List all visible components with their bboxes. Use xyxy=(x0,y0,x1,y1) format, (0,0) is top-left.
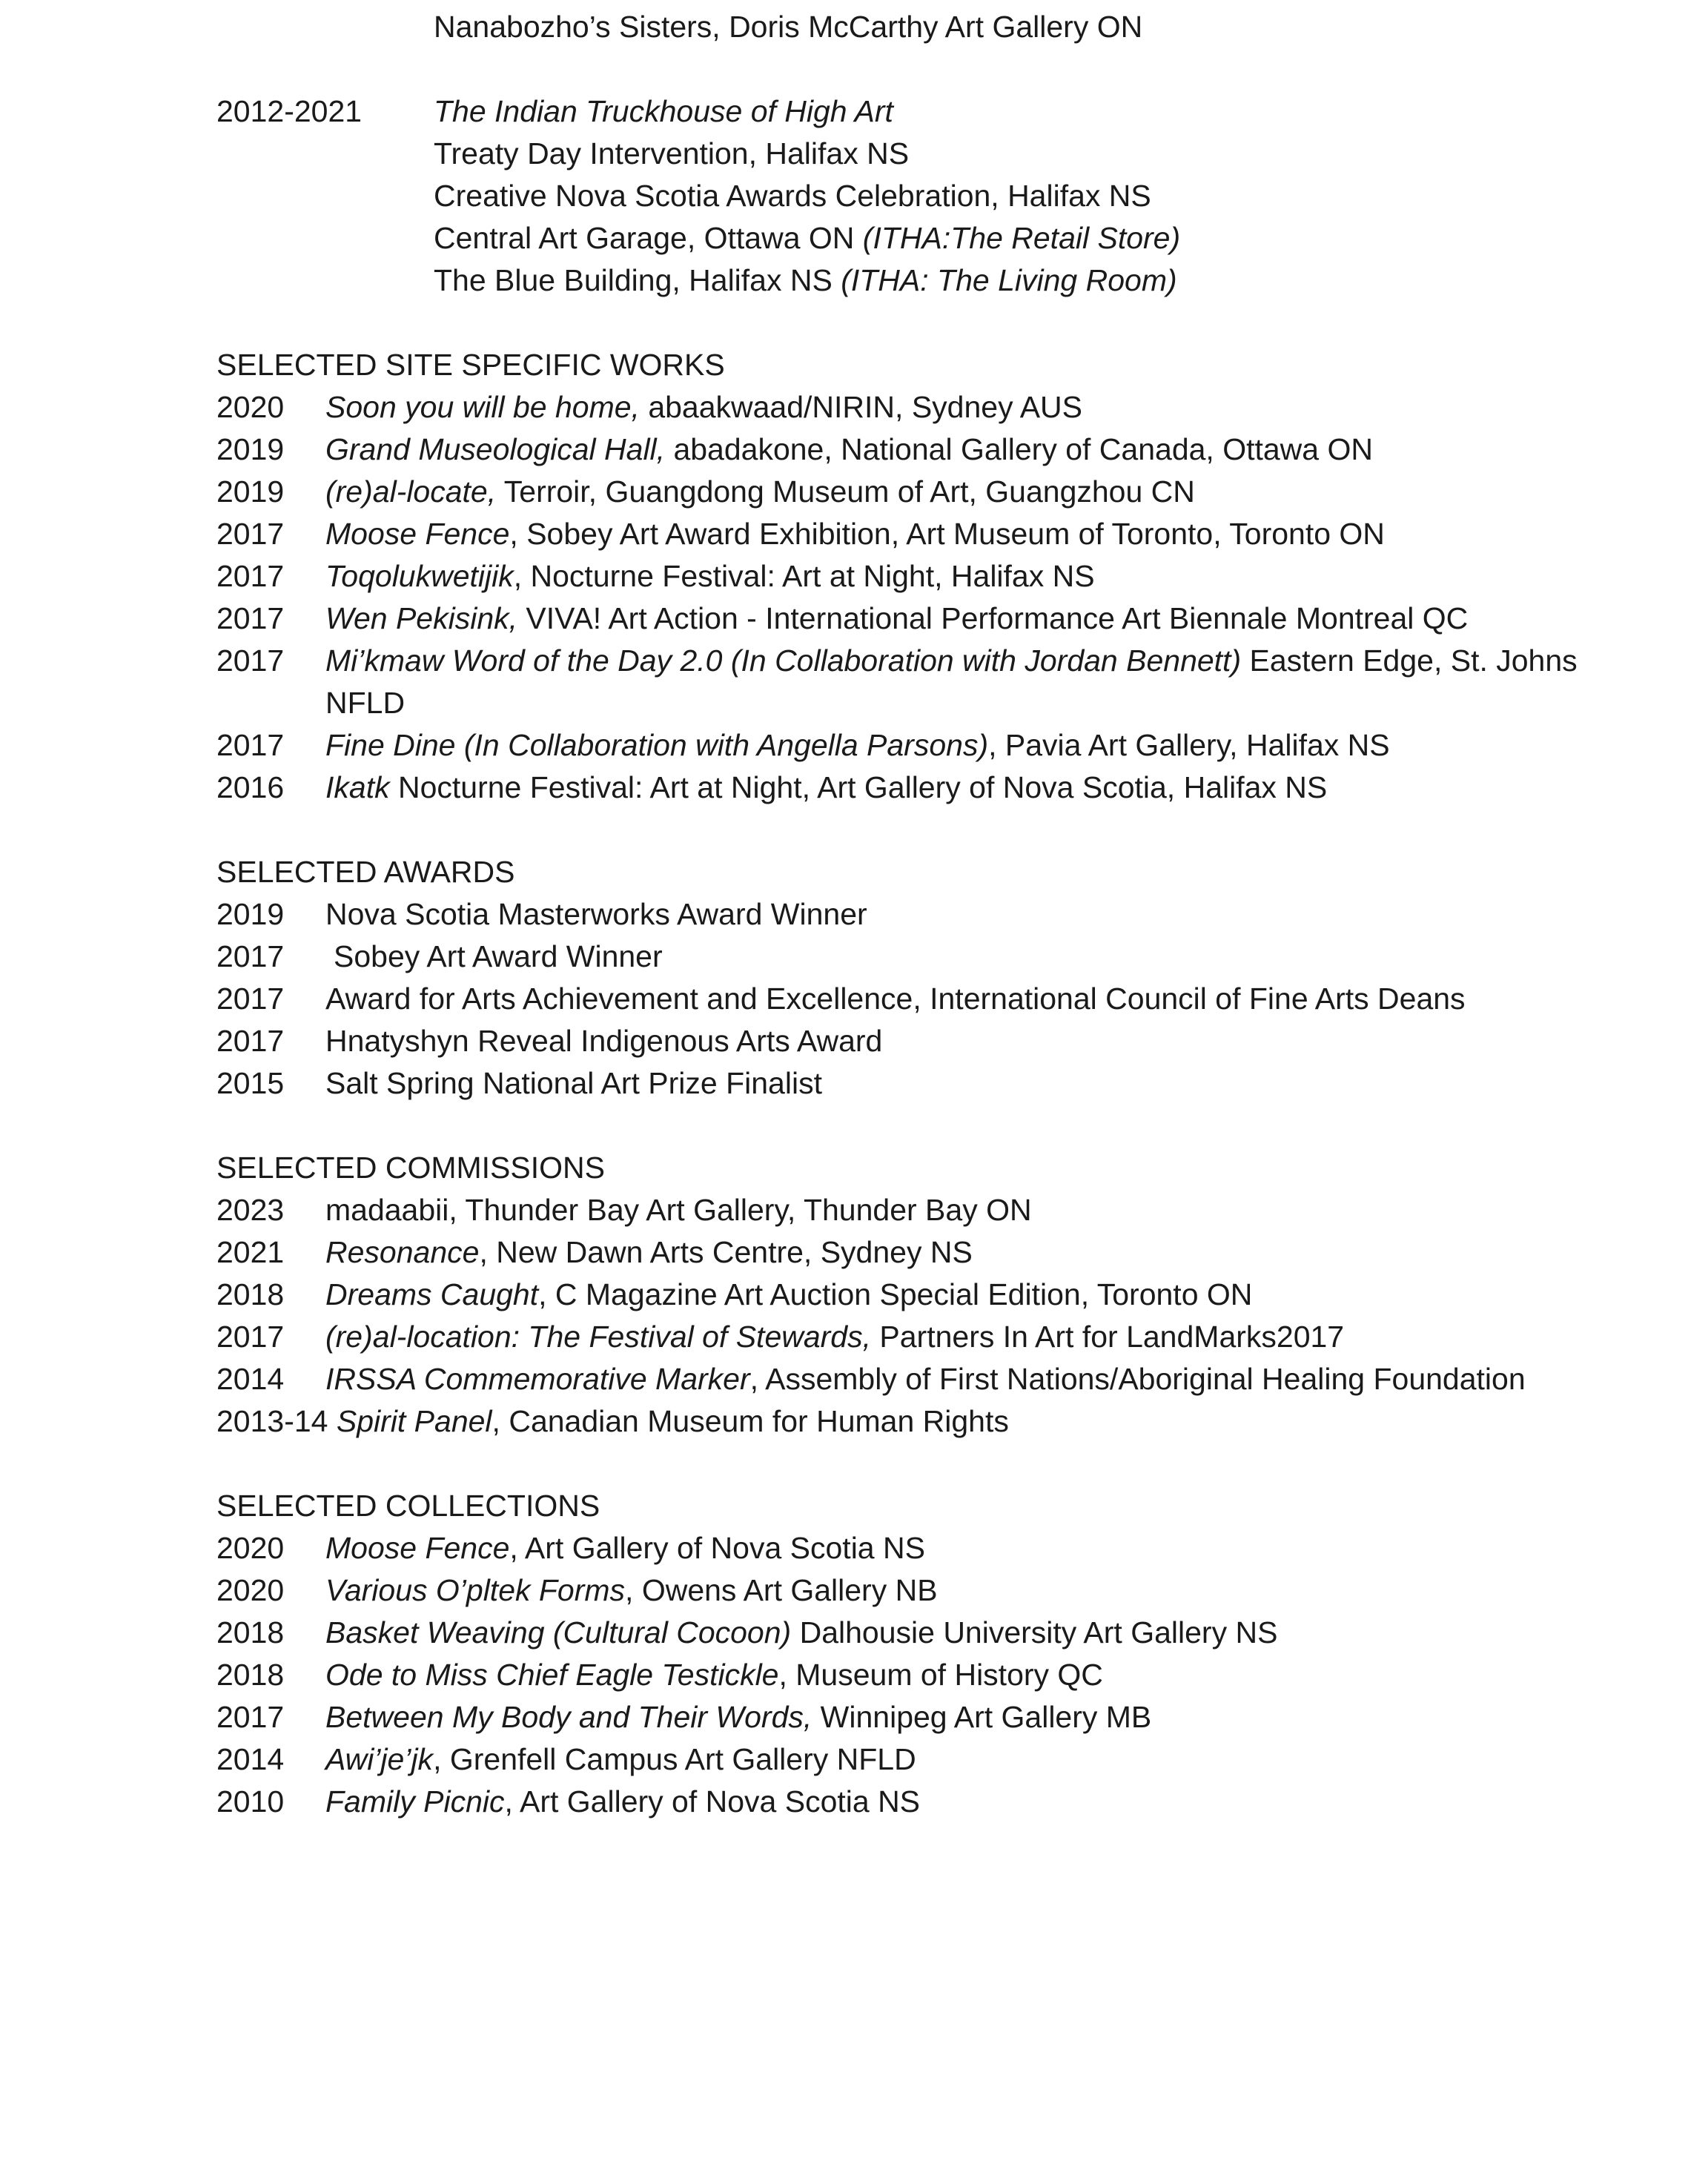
row-year: 2020 xyxy=(216,390,285,424)
row-year: 2017 xyxy=(216,1700,285,1734)
row-year: 2017 xyxy=(216,559,285,593)
row-text: IRSSA Commemorative Marker, Assembly of First Nations/Aboriginal Healing Foundation xyxy=(325,1362,1526,1396)
row-text: Ikatk Nocturne Festival: Art at Night, Art Gallery of Nova Scotia, Halifax NS xyxy=(325,770,1328,804)
row-year: 2023 xyxy=(216,1193,285,1227)
row-text: (re)al-locate, Terroir, Guangdong Museum of Art, Guangzhou CN xyxy=(325,474,1195,509)
row-text: Nova Scotia Masterworks Award Winner xyxy=(325,897,867,931)
section-heading-collections: SELECTED COLLECTIONS xyxy=(216,1489,600,1523)
row-text: Soon you will be home, abaakwaad/NIRIN, Sydney AUS xyxy=(325,390,1083,424)
row-year: 2018 xyxy=(216,1615,285,1649)
row-text: madaabii, Thunder Bay Art Gallery, Thunder Bay ON xyxy=(325,1193,1032,1227)
row-text: Basket Weaving (Cultural Cocoon) Dalhousie University Art Gallery NS xyxy=(325,1615,1278,1649)
row-text: Award for Arts Achievement and Excellence, International Council of Fine Arts Deans xyxy=(325,982,1466,1016)
row-year: 2013-14 Spirit Panel, Canadian Museum for Human Rights xyxy=(216,1404,1009,1438)
row-text: Salt Spring National Art Prize Finalist xyxy=(325,1066,822,1100)
row-text: Moose Fence, Sobey Art Award Exhibition, Art Museum of Toronto, Toronto ON xyxy=(325,517,1385,551)
row-year: 2019 xyxy=(216,432,285,466)
section-heading-awards: SELECTED AWARDS xyxy=(216,855,515,889)
row-text: Between My Body and Their Words, Winnipeg Art Gallery MB xyxy=(325,1700,1152,1734)
row-year: 2016 xyxy=(216,770,285,804)
row-year: 2018 xyxy=(216,1277,285,1311)
row-year: 2017 xyxy=(216,601,285,635)
row-text: Hnatyshyn Reveal Indigenous Arts Award xyxy=(325,1024,883,1058)
row-year: 2017 xyxy=(216,1320,285,1354)
section-heading-site-specific: SELECTED SITE SPECIFIC WORKS xyxy=(216,348,725,382)
row-year: 2021 xyxy=(216,1235,285,1269)
truckhouse-year: 2012-2021 xyxy=(216,94,363,128)
row-text: Dreams Caught, C Magazine Art Auction Special Edition, Toronto ON xyxy=(325,1277,1253,1311)
row-year: 2017 xyxy=(216,1024,285,1058)
row-year: 2019 xyxy=(216,897,285,931)
row-text: Toqolukwetijik, Nocturne Festival: Art at Night, Halifax NS xyxy=(325,559,1095,593)
row-text: Wen Pekisink, VIVA! Art Action - International Performance Art Biennale Montreal QC xyxy=(325,601,1469,635)
row-year: 2014 xyxy=(216,1742,285,1776)
row-continuation: NFLD xyxy=(325,686,406,720)
truckhouse-title: The Indian Truckhouse of High Art xyxy=(434,94,893,128)
truckhouse-line-text: Central Art Garage, Ottawa ON (ITHA:The Retail Store) xyxy=(434,221,1181,255)
truckhouse-line-text: Treaty Day Intervention, Halifax NS xyxy=(434,136,910,171)
row-year: 2010 xyxy=(216,1784,285,1819)
row-year: 2017 xyxy=(216,643,285,678)
row-year: 2017 xyxy=(216,982,285,1016)
truckhouse-line-text: Creative Nova Scotia Awards Celebration, Halifax NS xyxy=(434,179,1151,213)
row-text: (re)al-location: The Festival of Stewards, Partners In Art for LandMarks2017 xyxy=(325,1320,1345,1354)
row-text: Fine Dine (In Collaboration with Angella Parsons), Pavia Art Gallery, Halifax NS xyxy=(325,728,1390,762)
row-year: 2017 xyxy=(216,728,285,762)
row-text: Various O’pltek Forms, Owens Art Gallery NB xyxy=(325,1573,938,1607)
section-heading-commissions: SELECTED COMMISSIONS xyxy=(216,1151,605,1185)
row-text: Resonance, New Dawn Arts Centre, Sydney NS xyxy=(325,1235,973,1269)
row-year: 2019 xyxy=(216,474,285,509)
row-text: Grand Museological Hall, abadakone, National Gallery of Canada, Ottawa ON xyxy=(325,432,1373,466)
truckhouse-line-text: The Blue Building, Halifax NS (ITHA: The Living Room) xyxy=(434,263,1177,297)
row-year: 2015 xyxy=(216,1066,285,1100)
row-text: Sobey Art Award Winner xyxy=(334,939,663,973)
row-year: 2018 xyxy=(216,1658,285,1692)
row-year: 2020 xyxy=(216,1573,285,1607)
row-text: Ode to Miss Chief Eagle Testickle, Museum of History QC xyxy=(325,1658,1103,1692)
row-text: Moose Fence, Art Gallery of Nova Scotia NS xyxy=(325,1531,925,1565)
row-text: Mi’kmaw Word of the Day 2.0 (In Collaboration with Jordan Bennett) Eastern Edge, St. Johns xyxy=(325,643,1578,678)
row-text: Family Picnic, Art Gallery of Nova Scotia NS xyxy=(325,1784,921,1819)
exhibition-text: Nanabozho’s Sisters, Doris McCarthy Art Gallery ON xyxy=(434,10,1143,44)
row-year: 2014 xyxy=(216,1362,285,1396)
row-year: 2020 xyxy=(216,1531,285,1565)
row-text: Awi’je’jk, Grenfell Campus Art Gallery NFLD xyxy=(325,1742,916,1776)
row-year: 2017 xyxy=(216,939,285,973)
row-year: 2017 xyxy=(216,517,285,551)
